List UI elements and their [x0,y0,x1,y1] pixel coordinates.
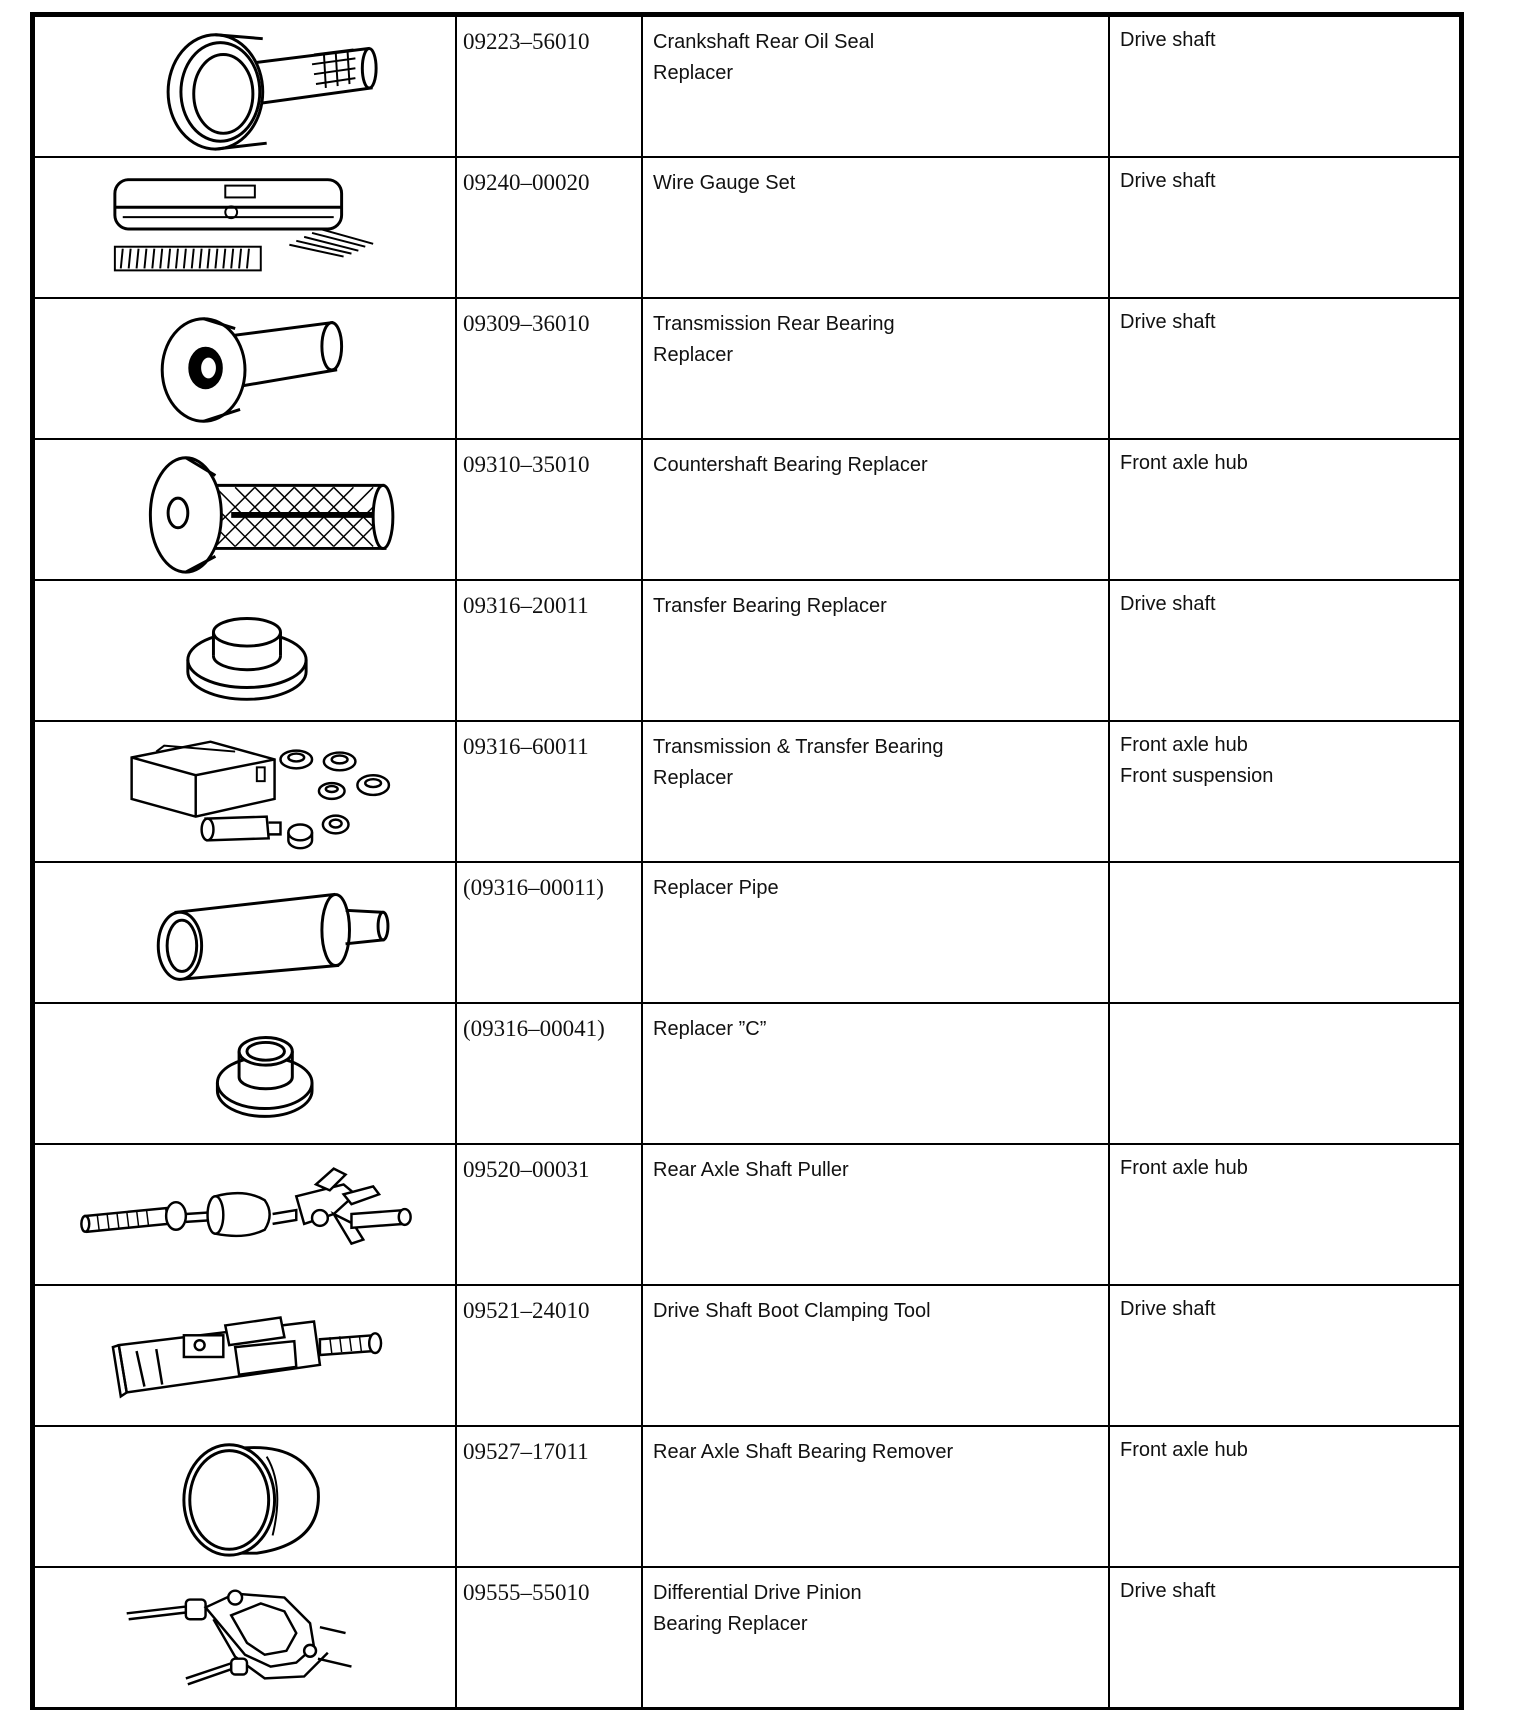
illustration-cell [34,16,456,157]
table-row [34,580,1460,721]
tool-use: Front axle hub [1109,1144,1460,1285]
part-number: 09240–00020 [456,157,642,298]
part-number: (09316–00041) [456,1003,642,1144]
wire-gauge-set-icon [35,158,455,297]
pinion-replacer-icon [35,1568,455,1707]
tool-name: Wire Gauge Set [642,157,1109,298]
table-row [34,1567,1460,1708]
tool-kit-icon [35,722,455,861]
table-row [34,1003,1460,1144]
table-row [34,16,1460,157]
part-number: 09316–20011 [456,580,642,721]
tool-use: Drive shaft [1109,1567,1460,1708]
table-row [34,721,1460,862]
table-row [34,439,1460,580]
illustration-cell [34,1426,456,1567]
seal-replacer-icon [35,17,455,156]
table-row [34,157,1460,298]
tool-use: Front axle hub Front suspension [1109,721,1460,862]
table-row [34,1144,1460,1285]
tool-name: Transmission Rear Bearing Replacer [642,298,1109,439]
countershaft-replacer-icon [35,440,455,579]
illustration-cell [34,439,456,580]
table-row [34,298,1460,439]
replacer-c-icon [35,1004,455,1143]
illustration-cell [34,1144,456,1285]
tool-use: Front axle hub [1109,1426,1460,1567]
tool-table-sheet [30,12,1464,1710]
tool-use [1109,862,1460,1003]
part-number: 09223–56010 [456,16,642,157]
part-number: 09309–36010 [456,298,642,439]
tool-name: Rear Axle Shaft Bearing Remover [642,1426,1109,1567]
part-number: 09527–17011 [456,1426,642,1567]
replacer-pipe-icon [35,863,455,1002]
illustration-cell [34,721,456,862]
illustration-cell [34,580,456,721]
illustration-cell [34,1285,456,1426]
illustration-cell [34,298,456,439]
tool-use: Drive shaft [1109,1285,1460,1426]
tool-use: Drive shaft [1109,157,1460,298]
tool-use: Front axle hub [1109,439,1460,580]
part-number: 09520–00031 [456,1144,642,1285]
table-row [34,862,1460,1003]
tool-name: Crankshaft Rear Oil Seal Replacer [642,16,1109,157]
tool-name: Differential Drive Pinion Bearing Replacer [642,1567,1109,1708]
tool-name: Transfer Bearing Replacer [642,580,1109,721]
tool-name: Countershaft Bearing Replacer [642,439,1109,580]
shaft-puller-icon [35,1145,455,1284]
part-number: (09316–00011) [456,862,642,1003]
part-number: 09310–35010 [456,439,642,580]
illustration-cell [34,1003,456,1144]
flanged-disc-icon [35,581,455,720]
part-number: 09316–60011 [456,721,642,862]
bearing-replacer-icon [35,299,455,438]
tool-name: Replacer ”C” [642,1003,1109,1144]
bearing-remover-icon [35,1427,455,1566]
tool-name: Transmission & Transfer Bearing Replacer [642,721,1109,862]
tool-name: Replacer Pipe [642,862,1109,1003]
table-row [34,1285,1460,1426]
illustration-cell [34,1567,456,1708]
tool-use: Drive shaft [1109,298,1460,439]
tool-name: Rear Axle Shaft Puller [642,1144,1109,1285]
special-tools-table [33,15,1461,1709]
part-number: 09555–55010 [456,1567,642,1708]
table-row [34,1426,1460,1567]
tool-use: Drive shaft [1109,580,1460,721]
part-number: 09521–24010 [456,1285,642,1426]
illustration-cell [34,862,456,1003]
tool-name: Drive Shaft Boot Clamping Tool [642,1285,1109,1426]
illustration-cell [34,157,456,298]
clamping-tool-icon [35,1286,455,1425]
tool-use: Drive shaft [1109,16,1460,157]
tool-use [1109,1003,1460,1144]
